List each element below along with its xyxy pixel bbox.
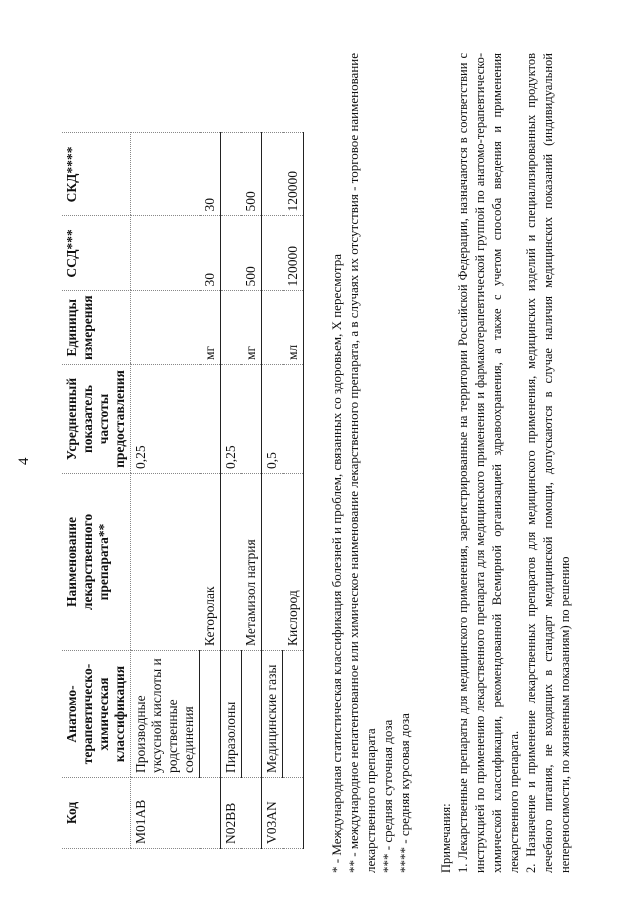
table-row [200, 133, 221, 849]
cell-ssd: 500 [241, 216, 262, 291]
table-row [283, 133, 304, 849]
cell-unit: мг [241, 291, 262, 365]
cell-ssd: 30 [200, 216, 221, 291]
header-frequency: Усредненный показатель частоты предоставления [62, 365, 131, 474]
cell-frequency [241, 365, 262, 474]
table-header-row [62, 133, 131, 849]
cell-ssd: 120000 [283, 216, 304, 291]
cell-drug [131, 474, 200, 651]
remark-item: 2. Назначение и применение лекарственных препаратов для медицинского применения, медицинских изделий и специализированных продуктов лечебного питания, не входящих в стандарт медицинской помощи, допускаются в случае наличия медицинских показаний (индивидуальной непереносимости, по жизненным показаниям) по решению [524, 53, 572, 873]
cell-unit: мл [283, 291, 304, 365]
cell-atc: Производные уксусной кислоты и родственные соединения [131, 651, 200, 778]
cell-drug: Метамизол натрия [241, 474, 262, 651]
cell-drug: Кеторолак [200, 474, 221, 651]
table-row [241, 133, 262, 849]
table-row [131, 133, 200, 849]
cell-frequency [200, 365, 221, 474]
cell-ssd [220, 216, 241, 291]
cell-skd [262, 133, 283, 216]
cell-unit: мг [200, 291, 221, 365]
cell-frequency: 0,25 [131, 365, 200, 474]
header-unit: Единицы измерения [62, 291, 131, 365]
cell-skd: 30 [200, 133, 221, 216]
footnote: ** - международное непатентованное или химическое наименование лекарственного препарата, а в случаях их отсутствия - торговое наименование лекарственного препарата [346, 52, 378, 873]
table-row [262, 133, 283, 849]
cell-code [241, 778, 262, 849]
footnote: *** - средняя суточная доза [380, 719, 395, 873]
remarks [438, 53, 574, 873]
footnote: **** - средняя курсовая доза [397, 713, 412, 873]
cell-frequency [283, 365, 304, 474]
cell-code: M01AB [131, 778, 200, 849]
cell-drug [220, 474, 241, 651]
header-drug: Наименование лекарственного препарата** [62, 474, 131, 651]
cell-frequency: 0,5 [262, 365, 283, 474]
header-code: Код [62, 778, 131, 849]
cell-ssd [262, 216, 283, 291]
cell-skd: 120000 [283, 133, 304, 216]
cell-atc: Пиразолоны [220, 651, 241, 778]
cell-unit [131, 291, 200, 365]
page-number: 4 [16, 457, 32, 465]
cell-code: N02BB [220, 778, 241, 849]
cell-frequency: 0,25 [220, 365, 241, 474]
cell-skd: 500 [241, 133, 262, 216]
cell-atc: Медицинские газы [262, 651, 283, 778]
remarks-title: Примечания: [439, 803, 453, 873]
cell-atc [200, 651, 221, 778]
table-row [220, 133, 241, 849]
cell-drug: Кислород [283, 474, 304, 651]
footnotes [328, 53, 413, 873]
cell-drug [262, 474, 283, 651]
cell-code: V03AN [262, 778, 283, 849]
header-skd: СКД**** [62, 133, 131, 216]
cell-skd [131, 133, 200, 216]
footnote: * - Международная статистическая классификация болезней и проблем, связанных со здоровьем, X пересмотра [329, 254, 344, 873]
drug-table [62, 132, 304, 849]
header-ssd: ССД*** [62, 216, 131, 291]
cell-atc [241, 651, 262, 778]
cell-skd [220, 133, 241, 216]
cell-code [283, 778, 304, 849]
cell-ssd [131, 216, 200, 291]
cell-unit [220, 291, 241, 365]
cell-code [200, 778, 221, 849]
cell-atc [283, 651, 304, 778]
remark-item: 1. Лекарственные препараты для медицинского применения, зарегистрированные на территории Российской Федерации, назначаются в соответствии с инструкцией по применению лекарственного препарата для медицинского применения и фармакотерапевтической группой по анатомо-терапевтическо-химической классификации, рекомендованной Всемирной организацией здравоохранения, а также с учетом способа введения и применения лекарственного препарата. [456, 53, 521, 873]
header-atc: Анатомо-терапевтическо-химическая классификация [62, 651, 131, 778]
cell-unit [262, 291, 283, 365]
